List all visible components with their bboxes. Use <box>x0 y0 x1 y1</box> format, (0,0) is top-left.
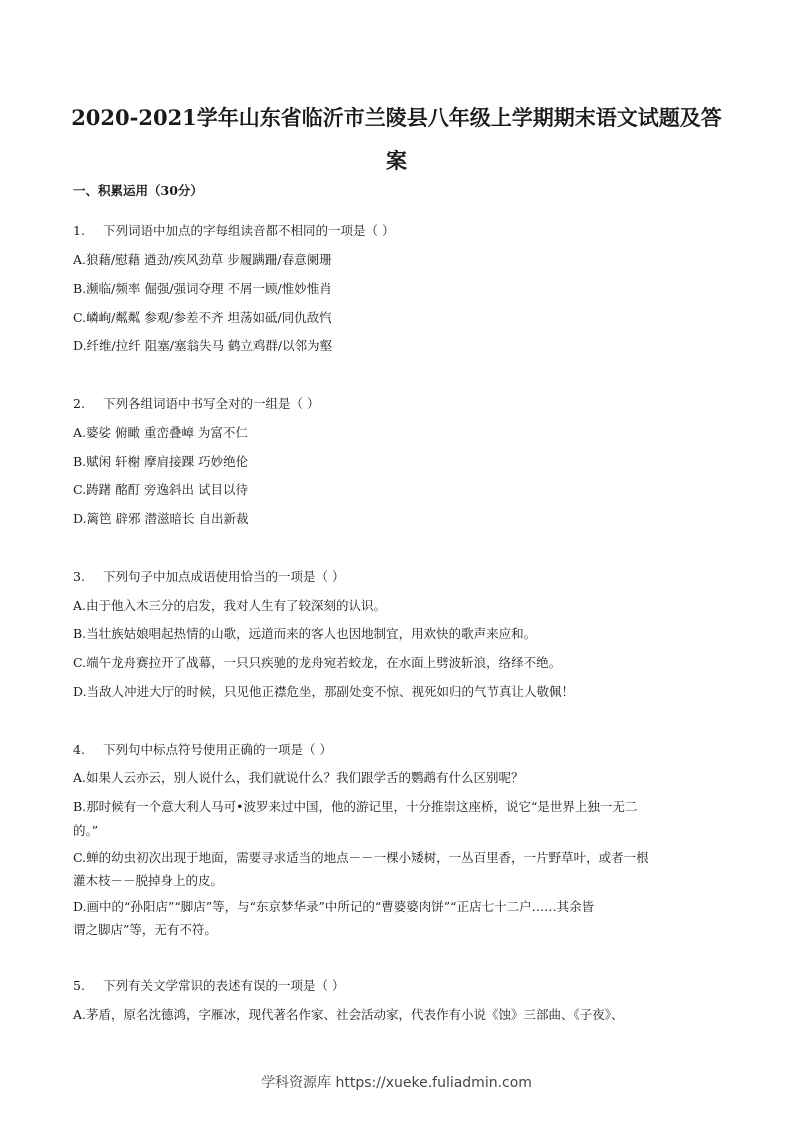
question-1-option-d: D.纤维/拉纤 阻塞/塞翁失马 鹤立鸡群/以邻为壑 <box>73 338 333 353</box>
question-1-stem <box>73 225 394 238</box>
document-title-line-1: 2020-2021学年山东省临沂市兰陵县八年级上学期期末语文试题及答 <box>71 105 722 130</box>
section-heading: 一、积累运用（30分） <box>73 183 203 198</box>
question-2-option-a: A.婆娑 俯瞰 重峦叠嶂 为富不仁 <box>73 425 248 440</box>
question-text: 下列句中标点符号使用正确的一项是（ ） <box>103 742 332 757</box>
question-4-option-d-line-1: D.画中的“孙阳店”“脚店”等，与“东京梦华录”中所记的“曹婆婆肉饼”“正店七十二户……其余皆 <box>73 899 595 914</box>
question-3-option-a: A.由于他入木三分的启发，我对人生有了较深刻的认识。 <box>73 598 387 613</box>
question-text: 下列句子中加点成语使用恰当的一项是（ ） <box>103 569 345 584</box>
question-1-option-c: C.嶙峋/粼粼 参观/参差不齐 坦荡如砥/同仇敌忾 <box>73 310 332 325</box>
question-2-stem <box>73 398 319 411</box>
question-number: 3. <box>73 569 85 584</box>
question-3-option-c: C.端午龙舟赛拉开了战幕，一只只疾驰的龙舟宛若蛟龙，在水面上劈波斩浪，络绎不绝。 <box>73 655 562 670</box>
question-1-option-b: B.濒临/频率 倔强/强词夺理 不屑一顾/惟妙惟肖 <box>73 281 332 296</box>
question-number: 4. <box>73 742 85 757</box>
question-4-option-a: A.如果人云亦云，别人说什么，我们就说什么？我们跟学舌的鹦鹉有什么区别呢？ <box>73 770 524 785</box>
question-4-option-c-line-2: 灌木枝－－脱掉身上的皮。 <box>73 873 224 888</box>
question-4-stem <box>73 744 332 757</box>
question-4-option-b-line-1: B.那时候有一个意大利人马可•波罗来过中国，他的游记里，十分推崇这座桥，说它“是世界上独一无二 <box>73 799 638 814</box>
footer-watermark: 学科资源库 https://xueke.fuliadmin.com <box>261 1075 532 1091</box>
question-4-option-b-line-2: 的。” <box>73 823 99 838</box>
document-title-line-2: 案 <box>386 148 407 173</box>
question-2-option-d: D.篱笆 辟邪 潜滋暗长 自出新裁 <box>73 511 249 526</box>
question-5-stem <box>73 980 344 993</box>
question-5-option-a: A.茅盾，原名沈德鸿，字雁冰，现代著名作家、社会活动家，代表作有小说《蚀》三部曲、《子夜》、 <box>73 1007 624 1022</box>
question-2-option-b: B.赋闲 轩榭 摩肩接踝 巧妙绝伦 <box>73 454 249 469</box>
question-number: 2. <box>73 396 85 411</box>
question-text: 下列有关文学常识的表述有误的一项是（ ） <box>103 978 345 993</box>
question-text: 下列词语中加点的字每组读音都不相同的一项是（ ） <box>103 223 395 238</box>
question-number: 1. <box>73 223 85 238</box>
question-1-option-a: A.狼藉/慰藉 遒劲/疾风劲草 步履蹒跚/春意阑珊 <box>73 252 332 267</box>
question-3-option-d: D.当敌人冲进大厅的时候，只见他正襟危坐，那副处变不惊、视死如归的气节真让人敬佩！ <box>73 684 575 699</box>
question-number: 5. <box>73 978 85 993</box>
question-2-option-c: C.踌躇 酩酊 旁逸斜出 试目以待 <box>73 482 249 497</box>
question-4-option-d-line-2: 谓之脚店”等，无有不符。 <box>73 922 217 937</box>
question-3-option-b: B.当壮族姑娘唱起热情的山歌，远道而来的客人也因地制宜，用欢快的歌声来应和。 <box>73 626 537 641</box>
question-3-stem <box>73 571 344 584</box>
question-4-option-c-line-1: C.蝉的幼虫初次出现于地面，需要寻求适当的地点－－一棵小矮树，一丛百里香，一片野草叶，或者一根 <box>73 850 649 865</box>
question-text: 下列各组词语中书写全对的一组是（ ） <box>103 396 320 411</box>
